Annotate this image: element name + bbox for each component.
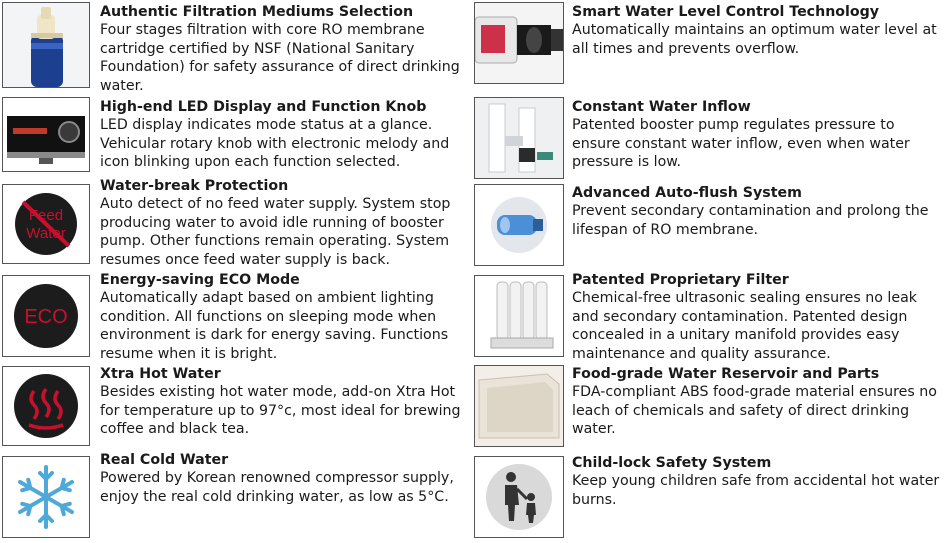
feature-title: Advanced Auto-flush System [572, 185, 802, 201]
svg-text:Water: Water [26, 225, 66, 242]
feature-title: Xtra Hot Water [100, 366, 221, 382]
feature-title: Food-grade Water Reservoir and Parts [572, 366, 880, 382]
feature-description: Automatically adapt based on ambient lighting condition. All functions on sleeping mode when environment is dark for energy saving. Functions resume when it is bright. [100, 290, 449, 362]
child-lock-icon [474, 456, 564, 538]
feature-title: Child-lock Safety System [572, 455, 772, 471]
feature-title: High-end LED Display and Function Knob [100, 99, 427, 115]
feature-title: Real Cold Water [100, 452, 229, 468]
snowflake-icon [2, 456, 90, 538]
feature-title: Smart Water Level Control Technology [572, 4, 880, 20]
feature-description: Chemical-free ultrasonic sealing ensures no leak and secondary contamination. Patented design concealed in a unitary manifold provides easy maintenance and quality assurance. [572, 290, 917, 362]
feature-title: Energy-saving ECO Mode [100, 272, 300, 288]
feature-title: Patented Proprietary Filter [572, 272, 789, 288]
feature-description: LED display indicates mode status at a glance. Vehicular rotary knob with electronic melody and icon blinking upon each function selected. [100, 117, 450, 170]
feature-description: Four stages filtration with core RO membrane cartridge certified by NSF (National Sanitary Foundation) for safety assurance of direct drinking water. [100, 22, 460, 94]
feature-description: Patented booster pump regulates pressure to ensure constant water inflow, even when water pressure is low. [572, 117, 910, 170]
eco-icon [2, 275, 90, 357]
feature-title: Constant Water Inflow [572, 99, 751, 115]
feature-description: Powered by Korean renowned compressor supply, enjoy the real cold drinking water, as low as 5°C. [100, 470, 454, 505]
feature-description: Keep young children safe from accidental hot water burns. [572, 473, 940, 508]
booster-pump-icon [474, 2, 564, 84]
svg-text:Feed: Feed [28, 207, 64, 224]
filter-cartridge-icon [2, 2, 90, 88]
feature-title: Authentic Filtration Mediums Selection [100, 4, 414, 20]
pipe-valve-icon [474, 97, 564, 179]
filter-manifold-icon [474, 275, 564, 357]
feature-description: Besides existing hot water mode, add-on Xtra Hot for temperature up to 97°c, most ideal for brewing coffee and black tea. [100, 384, 461, 437]
feature-title: Water-break Protection [100, 178, 289, 194]
water-reservoir-icon [474, 365, 564, 447]
feature-description: Prevent secondary contamination and prolong the lifespan of RO membrane. [572, 203, 929, 238]
feature-description: Auto detect of no feed water supply. System stop producing water to avoid idle running of booster pump. Other functions remain operating. System resumes once feed water supply is back. [100, 196, 451, 268]
svg-text:ECO: ECO [24, 306, 68, 328]
feature-description: Automatically maintains an optimum water level at all times and prevents overflow. [572, 22, 937, 57]
feature-description: FDA-compliant ABS food-grade material ensures no leach of chemicals and safety of direct drinking water. [572, 384, 937, 437]
hot-steam-icon [2, 366, 90, 446]
feed-water-icon [2, 184, 90, 264]
ro-membrane-icon [474, 184, 564, 266]
led-display-icon [2, 97, 90, 172]
